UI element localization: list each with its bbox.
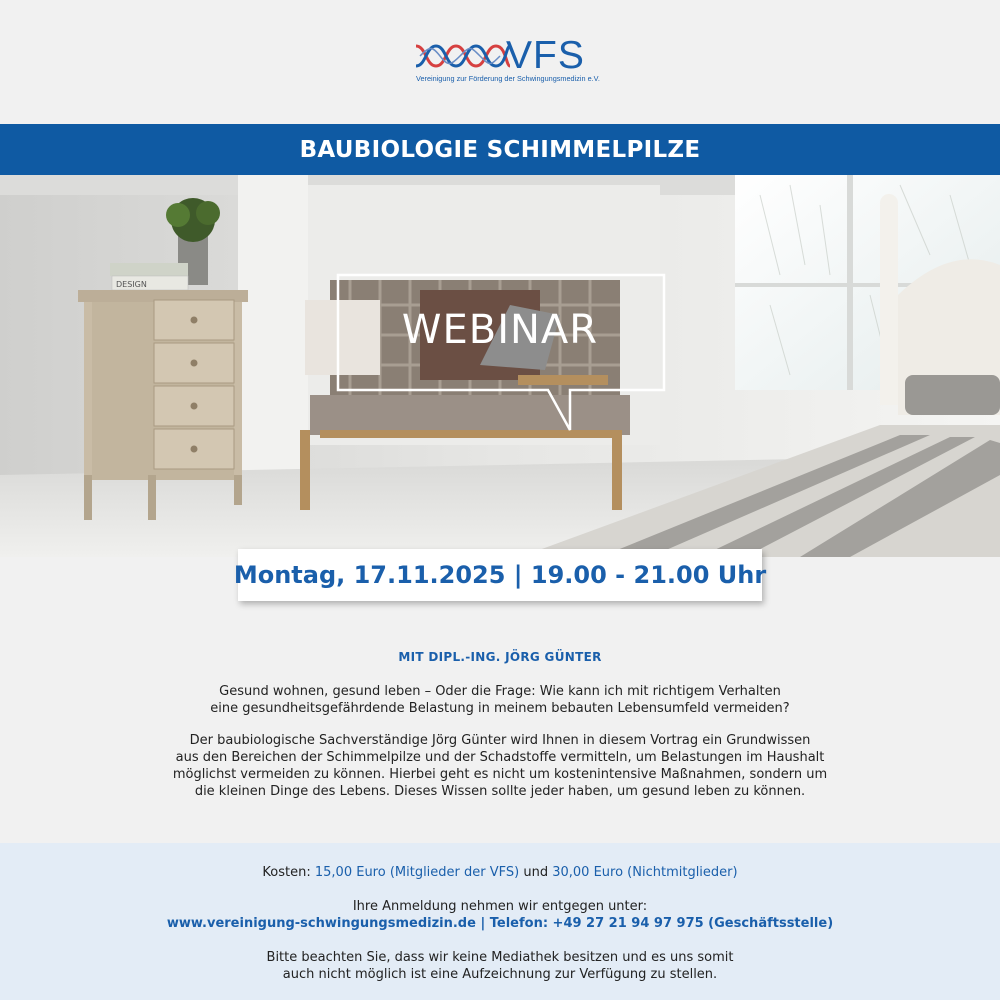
contact-line	[0, 915, 1000, 932]
intro-line: Gesund wohnen, gesund leben – Oder die Frage: Wie kann ich mit richtigem Verhalten	[219, 684, 781, 699]
logo-wordmark: VFS	[506, 34, 585, 77]
speaker-line: MIT DIPL.-ING. JÖRG GÜNTER	[398, 650, 602, 664]
note-line: Bitte beachten Sie, dass wir keine Mediathek besitzen und es uns somit	[266, 950, 734, 965]
event-date: Montag, 17.11.2025 | 19.00 - 21.00 Uhr	[233, 561, 767, 589]
hero-photo	[0, 175, 1000, 557]
registration-intro: Ihre Anmeldung nehmen wir entgegen unter:	[352, 899, 648, 914]
logo-subtitle: Vereinigung zur Förderung der Schwingungsmedizin e.V.	[416, 74, 600, 83]
description-line: möglichst vermeiden zu können. Hierbei geht es nicht um kostenintensive Maßnahmen, sondern um	[172, 767, 828, 782]
page-title: BAUBIOLOGIE SCHIMMELPILZE	[299, 136, 701, 163]
description-paragraph	[0, 732, 1000, 800]
dna-helix-icon	[414, 38, 510, 74]
phone-number[interactable]: Telefon: +49 27 21 94 97 975 (Geschäftsstelle)	[489, 916, 834, 931]
costs-label: Kosten:	[262, 865, 311, 880]
costs-and: und	[523, 865, 549, 880]
vfs-logo	[414, 34, 600, 88]
event-date-box	[233, 549, 767, 601]
info-footer	[0, 843, 1000, 1000]
note-line: auch nicht möglich ist eine Aufzeichnung zur Verfügung zu stellen.	[282, 967, 718, 982]
description-line: Der baubiologische Sachverständige Jörg Günter wird Ihnen in diesem Vortrag ein Grundwissen	[189, 733, 811, 748]
price-nonmember: 30,00 Euro (Nichtmitglieder)	[552, 865, 738, 880]
costs-line	[0, 864, 1000, 881]
intro-paragraph	[0, 683, 1000, 717]
contact-separator: |	[480, 916, 486, 931]
description-line: die kleinen Dinge des Lebens. Dieses Wissen sollte jeder haben, um gesund leben zu können.	[194, 784, 806, 799]
description-line: aus den Bereichen der Schimmelpilze und der Schadstoffe vermitteln, um Belastungen im Haushalt	[175, 750, 825, 765]
price-member: 15,00 Euro (Mitglieder der VFS)	[314, 865, 520, 880]
webinar-badge: WEBINAR	[401, 307, 599, 353]
title-banner	[0, 124, 1000, 175]
book-spine-label: DESIGN	[116, 280, 147, 289]
intro-line: eine gesundheitsgefährdende Belastung in meinem bebauten Lebensumfeld vermeiden?	[210, 701, 790, 716]
website-link[interactable]: www.vereinigung-schwingungsmedizin.de	[166, 916, 476, 931]
